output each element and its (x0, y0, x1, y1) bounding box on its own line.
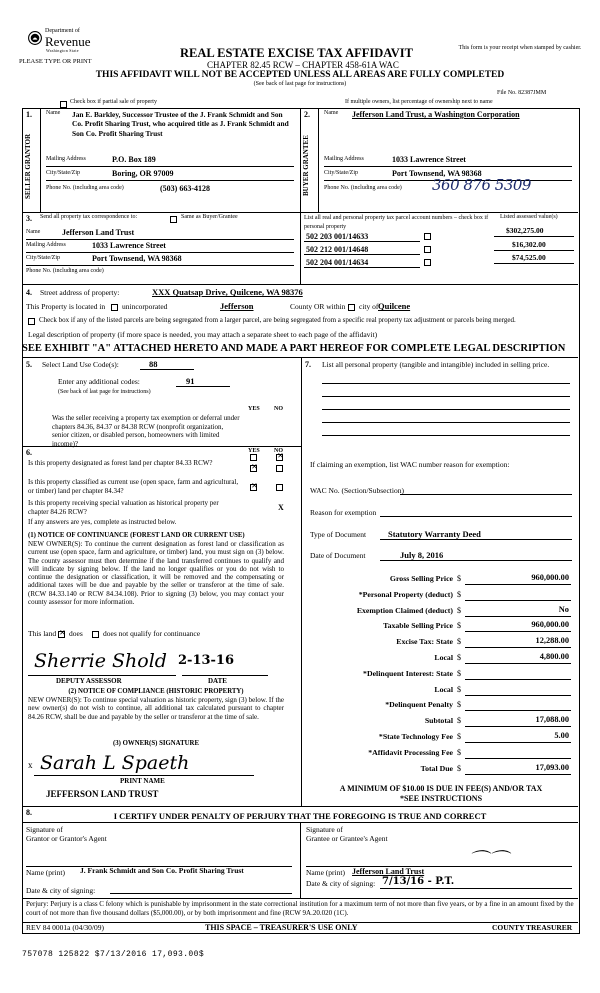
tax-row-rule (465, 758, 571, 759)
see-back-note: (See back of last page for instructions) (58, 389, 151, 395)
tax-row (305, 667, 575, 683)
grantor-mailing-label: Mailing Address (46, 156, 86, 162)
rev-number: REV 84 0001a (04/30/09) (26, 923, 104, 932)
wac-rule[interactable] (400, 494, 572, 495)
minimum-due-note: A MINIMUM OF $10.00 IS DUE IN FEE(S) AND/OR TAX (339, 784, 543, 793)
owner-sig-rule (34, 775, 254, 776)
tax-row-value[interactable]: 960,000.00 (531, 620, 569, 630)
dollar-sign: $ (457, 605, 461, 615)
tax-row-label: *Delinquent Penalty (385, 700, 453, 710)
owner-sig-x-mark: x (28, 760, 33, 770)
doc-type-value[interactable]: Statutory Warranty Deed (388, 529, 481, 539)
print-name-label: PRINT NAME (120, 777, 165, 785)
dollar-sign: $ (457, 731, 461, 741)
parcel-value-1: $16,302.00 (512, 240, 546, 249)
dollar-sign: $ (457, 700, 461, 710)
tax-row-label: *State Technology Fee (378, 731, 453, 741)
seller-grantor-text: SELLER GRANTOR (24, 133, 32, 199)
tax-row-rule (465, 647, 571, 648)
partial-sale-label: Check box if partial sale of property (70, 99, 157, 105)
corr-citystatezip-value[interactable]: Port Townsend, WA 98368 (92, 254, 182, 263)
historic-question: Is this property receiving special valuation as historical property per chapter 84.26 RCW? (28, 499, 219, 516)
warning-text: THIS AFFIDAVIT WILL NOT BE ACCEPTED UNLESS ALL AREAS ARE FULLY COMPLETED (95, 70, 505, 80)
treasurer-space-label: THIS SPACE – TREASURER'S USE ONLY (205, 923, 358, 932)
corr-city-rule (26, 265, 294, 266)
tax-row-label: Taxable Selling Price (383, 621, 453, 631)
county-treasurer-label: COUNTY TREASURER (492, 923, 573, 932)
grantee-name-print-label: Name (print) (306, 868, 345, 877)
buyer-grantee-side-label (302, 126, 318, 206)
buyer-grantee-text: BUYER GRANTEE (302, 135, 310, 197)
dollar-sign: $ (457, 574, 461, 583)
tax-row-rule (465, 726, 571, 727)
notice-2-body: NEW OWNER(S): To continue special valuation as historic property, sign (3) below. If the new owner(s) do not wish to continue, all additional tax calculated pursuant to chapter 84.26 RCW, shall be due and payable by the seller or transferor at the time of sale. (28, 696, 284, 721)
tax-calculation-table (305, 572, 575, 777)
grantee-name-label: Name (324, 110, 339, 116)
land-use-code-rule (140, 369, 194, 370)
tax-row-value[interactable]: 12,288.00 (535, 636, 569, 646)
yes-header-2: YES (248, 448, 260, 454)
notice-3-title: (3) OWNER(S) SIGNATURE (113, 740, 199, 747)
tax-row-rule (465, 631, 571, 632)
tax-row (305, 651, 575, 667)
deputy-assessor-label: DEPUTY ASSESSOR (56, 677, 122, 685)
grantor-sig-label-2: Grantor or Grantor's Agent (26, 834, 107, 843)
doc-type-rule (380, 539, 572, 540)
certify-divider (300, 822, 301, 898)
deputy-assessor-signature[interactable]: Sherrie Shold (34, 650, 167, 672)
pp-rule-5 (322, 435, 570, 436)
partial-sale-checkbox[interactable] (60, 99, 67, 108)
grantor-phone-label: Phone No. (including area code) (46, 185, 124, 191)
deputy-date-rule (182, 675, 268, 676)
dollar-sign: $ (457, 668, 461, 678)
county-or-label: County OR within (290, 302, 346, 311)
grantor-phone-value[interactable]: (503) 663-4128 (160, 184, 210, 193)
grantor-sig-label-1: Signature of (26, 825, 63, 834)
tax-row-rule (465, 584, 571, 585)
tax-row-label: Total Due (420, 763, 453, 773)
tax-row-rule (465, 710, 571, 711)
doc-date-label: Date of Document (310, 551, 366, 560)
does-not-qualify-checkbox[interactable] (92, 629, 99, 638)
section-2-number: 2. (304, 110, 310, 119)
does-label: does (69, 629, 83, 638)
unincorporated-checkbox[interactable] (111, 302, 118, 311)
value-rule-0 (494, 236, 574, 237)
additional-codes-rule (176, 386, 230, 387)
tax-row-label: Local (434, 652, 453, 662)
section-3-divider (300, 212, 301, 284)
tax-row-label: Subtotal (424, 716, 453, 726)
parcel-personal-checkbox-2[interactable] (424, 257, 431, 266)
deputy-date-label: DATE (208, 677, 227, 685)
file-number: File No. 82387JMM (497, 90, 547, 96)
grantee-mailing-label: Mailing Address (324, 156, 364, 162)
same-as-buyer-checkbox[interactable] (170, 214, 177, 223)
corr-name-rule (26, 239, 294, 240)
section-6-number: 6. (26, 448, 32, 457)
tax-row-label: *Delinquent Interest: State (363, 668, 453, 678)
tax-row-value[interactable]: 4,800.00 (539, 651, 569, 661)
corr-address-label: Mailing Address (26, 242, 66, 248)
current-use-question: Is this property classified as current use (open space, farm and agricultural, or timber) land per chapter 84.34? (28, 478, 239, 495)
parcel-rule-2 (304, 267, 420, 268)
tax-row (305, 730, 575, 746)
tax-row (305, 572, 575, 588)
answers-yes-note: If any answers are yes, complete as instructed below. (28, 518, 177, 526)
additional-codes-label: Enter any additional codes: (58, 377, 140, 386)
parcel-personal-checkbox-1[interactable] (424, 244, 431, 253)
no-header-1: NO (274, 406, 283, 412)
grantor-mailing-value[interactable]: P.O. Box 189 (112, 155, 156, 164)
please-type-label: PLEASE TYPE OR PRINT (19, 58, 92, 65)
grantee-signature[interactable]: ⌒⌒ (468, 848, 508, 872)
section-8-number: 8. (26, 808, 32, 817)
see-instructions-note: *SEE INSTRUCTIONS (399, 794, 483, 803)
no-header-2: NO (274, 448, 283, 454)
grantee-mailing-rule (324, 166, 572, 167)
owner-print-name: JEFFERSON LAND TRUST (46, 789, 159, 799)
grantor-date-city-label: Date & city of signing: (26, 886, 96, 895)
parcel-number-1[interactable]: 502 212 001/14648 (306, 245, 369, 254)
section-4-number: 4. (26, 288, 32, 297)
tax-row-rule (465, 600, 571, 601)
historic-no-mark: X (278, 503, 284, 512)
value-rule-2 (494, 263, 574, 264)
this-land-label: This land (28, 629, 57, 638)
section-6-top (22, 446, 301, 447)
segregated-note: Check box if any of the listed parcels are being segregated from a larger parcel, are being segregated from a specific real property tax adjustment or parcels being merged. (39, 316, 516, 324)
grantee-phone-value[interactable]: 360 876 5309 (432, 176, 531, 194)
section-5-number: 5. (26, 360, 32, 369)
wac-label: WAC No. (Section/Subsection) (310, 486, 404, 495)
section-8-top (22, 806, 578, 807)
doc-date-value[interactable]: July 8, 2016 (400, 550, 444, 560)
tax-row-label: *Personal Property (deduct) (358, 589, 453, 599)
city-of-label: city of (359, 302, 379, 311)
parcel-rule-1 (304, 254, 420, 255)
grantor-city-rule (46, 180, 294, 181)
section-1-number: 1. (26, 110, 32, 119)
tax-row (305, 762, 575, 778)
tax-row-rule (465, 663, 571, 664)
grantor-side-divider (40, 108, 41, 212)
tax-row-rule (465, 742, 571, 743)
tax-row (305, 635, 575, 651)
parcel-personal-checkbox-0[interactable] (424, 231, 431, 240)
parcel-value-2: $74,525.00 (512, 253, 546, 262)
unincorporated-label: unincorporated (122, 302, 168, 311)
parcel-number-0[interactable]: 502 203 001/14633 (306, 232, 369, 241)
assessed-header: Listed assessed value(s) (500, 214, 558, 220)
reason-label: Reason for exemption (310, 508, 377, 517)
street-address-value[interactable]: XXX Quatsap Drive, Quilcene, WA 98376 (152, 287, 303, 297)
grantee-citystatezip-value[interactable]: Port Townsend, WA 98368 (392, 169, 482, 178)
grantee-date-city-label: Date & city of signing: (306, 879, 376, 888)
does-qualify-checkbox[interactable] (58, 629, 65, 638)
pp-rule-1 (322, 383, 570, 384)
parcel-rule-0 (304, 241, 420, 242)
tax-row (305, 698, 575, 714)
same-as-buyer-label: Same as Buyer/Grantee (181, 214, 238, 220)
city-checkbox[interactable] (348, 302, 355, 311)
grantee-side-divider (318, 108, 319, 212)
tax-row-label: Excise Tax: State (396, 637, 453, 647)
tax-row-label: *Affidavit Processing Fee (368, 747, 453, 757)
tax-row-label: Local (434, 684, 453, 694)
notice-1-body: NEW OWNER(S): To continue the current designation as forest land or classification as current use (open space, farm and agriculture, or timber) land, you must sign on (3) below. The county assessor must then determine if the land transferred continues to qualify and will indicate by signing below. If the land no longer qualifies or you do not wish to continue the designation or classification, it will be removed and the compensating or additional taxes will be due and payable by the seller or transferor at the time of sale. (RCW 84.33.140 or RCW 84.34.108). Prior to signing (3) below, you may contact your county assessor for more information. (28, 540, 284, 607)
doc-date-rule (380, 560, 572, 561)
page-subtitle: CHAPTER 82.45 RCW – CHAPTER 458-61A WAC (207, 60, 399, 70)
pp-rule-2 (322, 396, 570, 397)
multiple-owners-note: If multiple owners, list percentage of ownership next to name (345, 99, 493, 105)
grantor-date-rule[interactable] (110, 893, 292, 894)
tax-row-rule (465, 616, 571, 617)
corr-name-label: Name (26, 229, 41, 235)
grantee-sig-label-2: Grantee or Grantee's Agent (306, 834, 388, 843)
value-rule-1 (494, 250, 574, 251)
grantor-print-name[interactable]: J. Frank Schmidt and Son Co. Profit Sharing Trust (80, 866, 244, 875)
pp-rule-3 (322, 409, 570, 410)
parcel-number-2[interactable]: 502 204 001/14634 (306, 258, 369, 267)
parcel-value-0: $302,275.00 (506, 226, 544, 235)
section-12-divider (300, 108, 301, 212)
tax-row-rule (465, 679, 571, 680)
tax-row (305, 746, 575, 762)
section-8-bottom (22, 898, 578, 899)
certify-title: I CERTIFY UNDER PENALTY OF PERJURY THAT THE FOREGOING IS TRUE AND CORRECT (113, 811, 487, 821)
perjury-note: Perjury: Perjury is a class C felony which is punishable by imprisonment in the state correctional institution for a maximum term of not more than five years, or by a fine in an amount fixed by the court of not more than five thousand dollars ($5,000.00), or by both imprisonment and fine (RCW 9A.20.020 (1C). (26, 900, 574, 917)
dollar-sign: $ (457, 763, 461, 773)
tax-row-value[interactable]: 17,088.00 (535, 715, 569, 725)
grantor-name-label: Name (46, 110, 61, 116)
grantor-citystatezip-label: City/State/Zip (46, 170, 80, 176)
corr-name-value[interactable]: Jefferson Land Trust (62, 228, 135, 237)
page-title: REAL ESTATE EXCISE TAX AFFIDAVIT (180, 46, 413, 60)
seller-exemption-question: Was the seller receiving a property tax exemption or deferral under chapters 84.36, 84.37 or 84.38 RCW (nonprofit organization, senior citizen, or disabled person, homeowners with limited income)? (52, 414, 240, 448)
tax-row (305, 588, 575, 604)
grantee-name-value[interactable]: Jefferson Land Trust, a Washington Corporation (352, 110, 520, 119)
pp-rule-4 (322, 422, 570, 423)
grantee-phone-label: Phone No. (including area code) (324, 185, 402, 191)
corr-citystatezip-label: City/State/Zip (26, 255, 60, 261)
send-correspondence-label: Send all property tax correspondence to: (40, 214, 138, 220)
street-address-label: Street address of property: (40, 288, 120, 297)
notice-2-title: (2) NOTICE OF COMPLIANCE (HISTORIC PROPERTY) (68, 688, 244, 695)
grantee-citystatezip-label: City/State/Zip (324, 170, 358, 176)
deputy-sig-rule (28, 675, 176, 676)
section-3-bottom (22, 284, 578, 285)
dollar-sign: $ (457, 684, 461, 694)
instructions-note: (See back of last page for instructions) (253, 81, 347, 87)
corr-address-value[interactable]: 1033 Lawrence Street (92, 241, 166, 250)
corr-address-rule (26, 252, 294, 253)
located-label: This Property is located in (26, 302, 106, 311)
tax-row-value[interactable]: 17,093.00 (535, 762, 569, 772)
corr-phone-label: Phone No. (including area code) (26, 268, 104, 274)
grantor-name-value[interactable]: Jan E. Barkley, Successor Trustee of the J. Frank Schmidt and Son Co. Profit Sharing Trust, who acquired title as J. Frank Schmidt and Son Co. Profit Sharing Trust (72, 110, 289, 138)
forest-land-yes-checkbox[interactable] (250, 463, 257, 472)
dept-line3: Washington State (46, 48, 79, 53)
dept-line2: Revenue (45, 34, 91, 49)
mid-column-divider (301, 357, 302, 806)
deputy-assessor-date[interactable]: 2-13-16 (178, 653, 235, 668)
state-seal-icon (28, 30, 42, 46)
section-7-number: 7. (305, 360, 311, 369)
land-use-code-label: Select Land Use Code(s): (42, 360, 119, 369)
grantee-sig-rule[interactable] (306, 866, 572, 867)
section-4-bottom (22, 357, 578, 358)
tax-row (305, 619, 575, 635)
reason-rule[interactable] (380, 516, 572, 517)
tax-row-value[interactable]: 960,000.00 (531, 573, 569, 582)
city-value[interactable]: Quilcene (378, 301, 411, 311)
forest-land-question: Is this property designated as forest land per chapter 84.33 RCW? (28, 459, 213, 467)
receipt-note: This form is your receipt when stamped by cashier. (458, 45, 582, 51)
tax-row (305, 714, 575, 730)
grantee-print-name[interactable]: Jefferson Land Trust (352, 867, 425, 876)
grantee-date-rule (380, 888, 572, 889)
treasurer-stamp: 757078 125822 $7/13/2016 17,093.00$ (22, 950, 205, 959)
tax-row-value[interactable]: 5.00 (554, 730, 569, 740)
dept-line1: Department of (45, 28, 80, 34)
forest-land-no-checkbox[interactable] (276, 463, 283, 472)
grantee-date-city-value[interactable]: 7/13/16 - P.T. (382, 876, 455, 887)
dollar-sign: $ (457, 637, 461, 647)
owner-signature[interactable]: Sarah L Spaeth (40, 752, 190, 774)
exemption-claim-label: If claiming an exemption, list WAC number reason for exemption: (310, 460, 510, 469)
additional-codes-value[interactable]: 91 (186, 376, 195, 386)
yes-header-1: YES (248, 406, 260, 412)
does-not-label: does not qualify for continuance (103, 629, 201, 638)
grantor-citystatezip-value[interactable]: Boring, OR 97009 (112, 169, 174, 178)
grantee-sig-label-1: Signature of (306, 825, 343, 834)
tax-row-rule (465, 695, 571, 696)
dollar-sign: $ (457, 621, 461, 631)
tax-row-label: Exemption Claimed (deduct) (356, 605, 453, 615)
land-use-code-value[interactable]: 88 (149, 359, 158, 369)
tax-row-label: Gross Selling Price (389, 574, 453, 583)
grantor-mailing-rule (46, 166, 294, 167)
dollar-sign: $ (457, 652, 461, 662)
segregated-checkbox[interactable] (28, 316, 35, 325)
current-use-yes-checkbox[interactable] (250, 482, 257, 491)
dollar-sign: $ (457, 747, 461, 757)
seller-grantor-side-label (24, 126, 40, 206)
grantor-name-print-label: Name (print) (26, 868, 65, 877)
personal-property-label: List all personal property (tangible and intangible) included in selling price. (322, 360, 550, 369)
legal-note: Legal description of property (if more space is needed, you may attach a separate sheet to each page of the affidavit) (28, 330, 378, 339)
legal-description: SEE EXHIBIT "A" ATTACHED HERETO AND MADE A PART HEREOF FOR COMPLETE LEGAL DESCRIPTION (22, 343, 566, 354)
parcels-header: List all real and personal property tax parcel account numbers – check box if personal property (304, 215, 489, 230)
dollar-sign: $ (457, 589, 461, 599)
tax-row-rule (465, 774, 571, 775)
section-3-number: 3. (26, 214, 32, 223)
county-value[interactable]: Jefferson (220, 301, 254, 311)
grantee-mailing-value[interactable]: 1033 Lawrence Street (392, 155, 466, 164)
dollar-sign: $ (457, 716, 461, 726)
tax-row (305, 604, 575, 620)
current-use-no-checkbox[interactable] (276, 482, 283, 491)
tax-row (305, 683, 575, 699)
doc-type-label: Type of Document (310, 530, 367, 539)
notice-1-title: (1) NOTICE OF CONTINUANCE (FOREST LAND OR CURRENT USE) (28, 532, 245, 539)
tax-row-value[interactable]: No (558, 604, 569, 614)
